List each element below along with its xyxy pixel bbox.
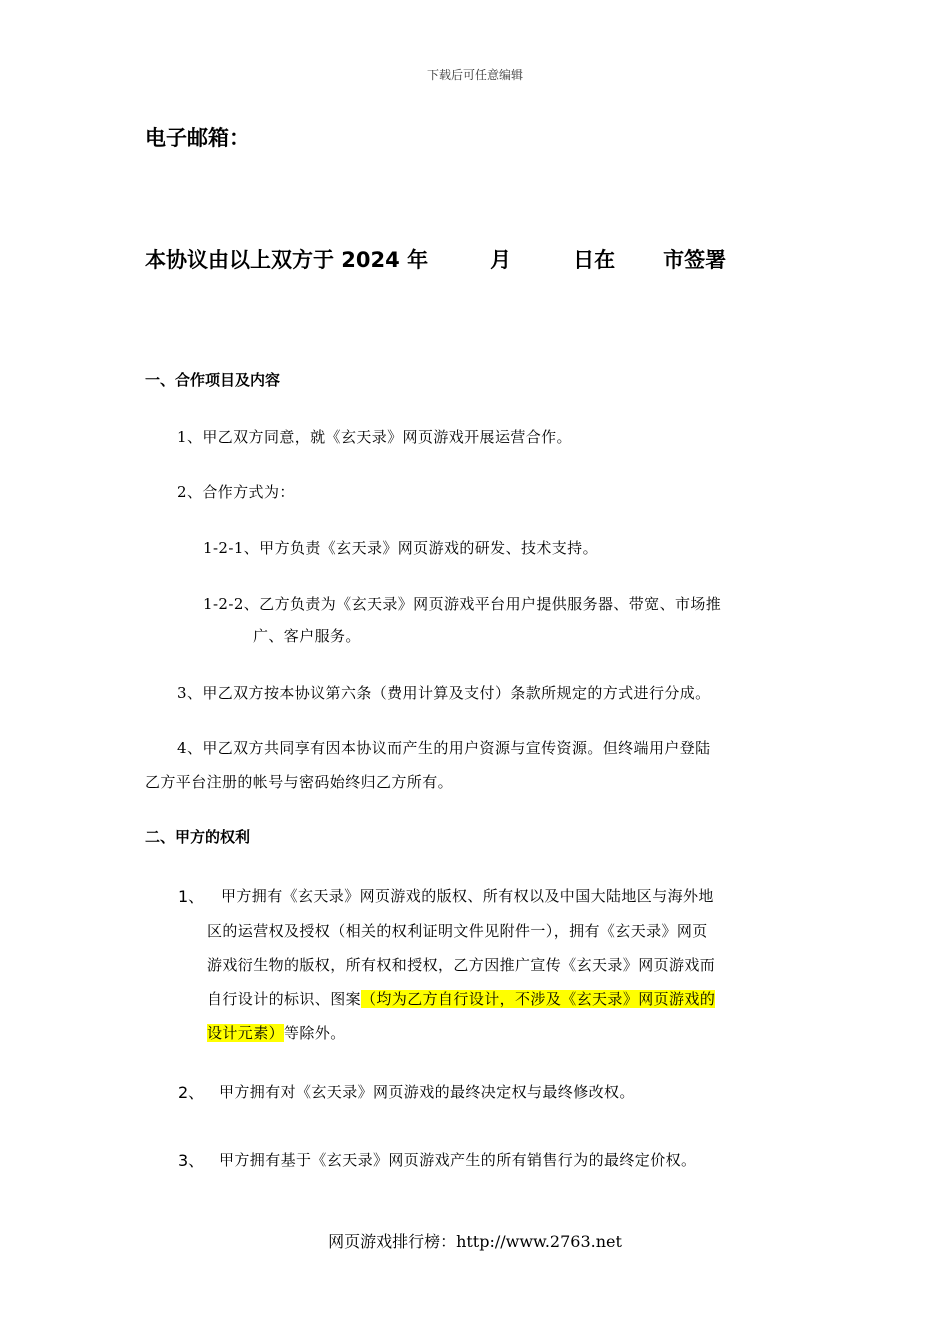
- clause-2-3: 甲方拥有基于《玄天录》网页游戏产生的所有销售行为的最终定价权。: [219, 1151, 697, 1169]
- signing-city: 市签署: [663, 248, 727, 272]
- clause-1-2-2-line2: 广、客户服务。: [253, 627, 361, 645]
- clause-2-1-line5-text: 等除外。: [284, 1024, 346, 1042]
- clause-2-1-line1: 甲方拥有《玄天录》网页游戏的版权、所有权以及中国大陆地区与海外地: [221, 887, 714, 905]
- highlighted-text: （均为乙方自行设计，不涉及《玄天录》网页游戏的: [361, 990, 716, 1008]
- clause-2-1-line3: 游戏衍生物的版权，所有权和授权，乙方因推广宣传《玄天录》网页游戏而: [207, 956, 716, 974]
- clause-1-2: 2、合作方式为：: [177, 483, 295, 501]
- clause-2-2: 甲方拥有对《玄天录》网页游戏的最终决定权与最终修改权。: [219, 1083, 635, 1101]
- clause-2-2-number: 2、: [178, 1083, 205, 1102]
- clause-1-4-line1: 4、甲乙双方共同享有因本协议而产生的用户资源与宣传资源。但终端用户登陆: [177, 739, 711, 757]
- clause-2-1-line2: 区的运营权及授权（相关的权利证明文件见附件一），拥有《玄天录》网页: [207, 922, 708, 940]
- section-1-heading: 一、合作项目及内容: [145, 371, 281, 389]
- clause-1-1: 1、甲乙双方同意，就《玄天录》网页游戏开展运营合作。: [177, 428, 572, 446]
- clause-2-3-number: 3、: [178, 1151, 205, 1170]
- highlighted-text: 设计元素）: [207, 1024, 285, 1042]
- clause-2-1-line4-text: 自行设计的标识、图案: [207, 990, 362, 1008]
- page-footer: 网页游戏排行榜：http://www.2763.net: [328, 1232, 622, 1251]
- signing-statement: [145, 244, 726, 274]
- signing-month: 月: [490, 248, 512, 272]
- section-2-heading: 二、甲方的权利: [145, 828, 251, 846]
- page-header-note: 下载后可任意编辑: [426, 68, 523, 82]
- clause-2-1-number: 1、: [178, 887, 205, 906]
- signing-day: 日在: [573, 248, 616, 272]
- clause-2-1-line4: [207, 988, 715, 1009]
- clause-1-2-1: 1-2-1、甲方负责《玄天录》网页游戏的研发、技术支持。: [203, 539, 598, 557]
- clause-2-1-line5: [207, 1022, 346, 1043]
- signing-prefix: 本协议由以上双方于 2024 年: [145, 248, 429, 272]
- email-label: 电子邮箱：: [145, 126, 250, 150]
- clause-1-2-2-line1: 1-2-2、乙方负责为《玄天录》网页游戏平台用户提供服务器、带宽、市场推: [203, 595, 722, 613]
- clause-1-4-line2: 乙方平台注册的帐号与密码始终归乙方所有。: [145, 773, 454, 791]
- clause-1-3: 3、甲乙双方按本协议第六条（费用计算及支付）条款所规定的方式进行分成。: [177, 684, 711, 702]
